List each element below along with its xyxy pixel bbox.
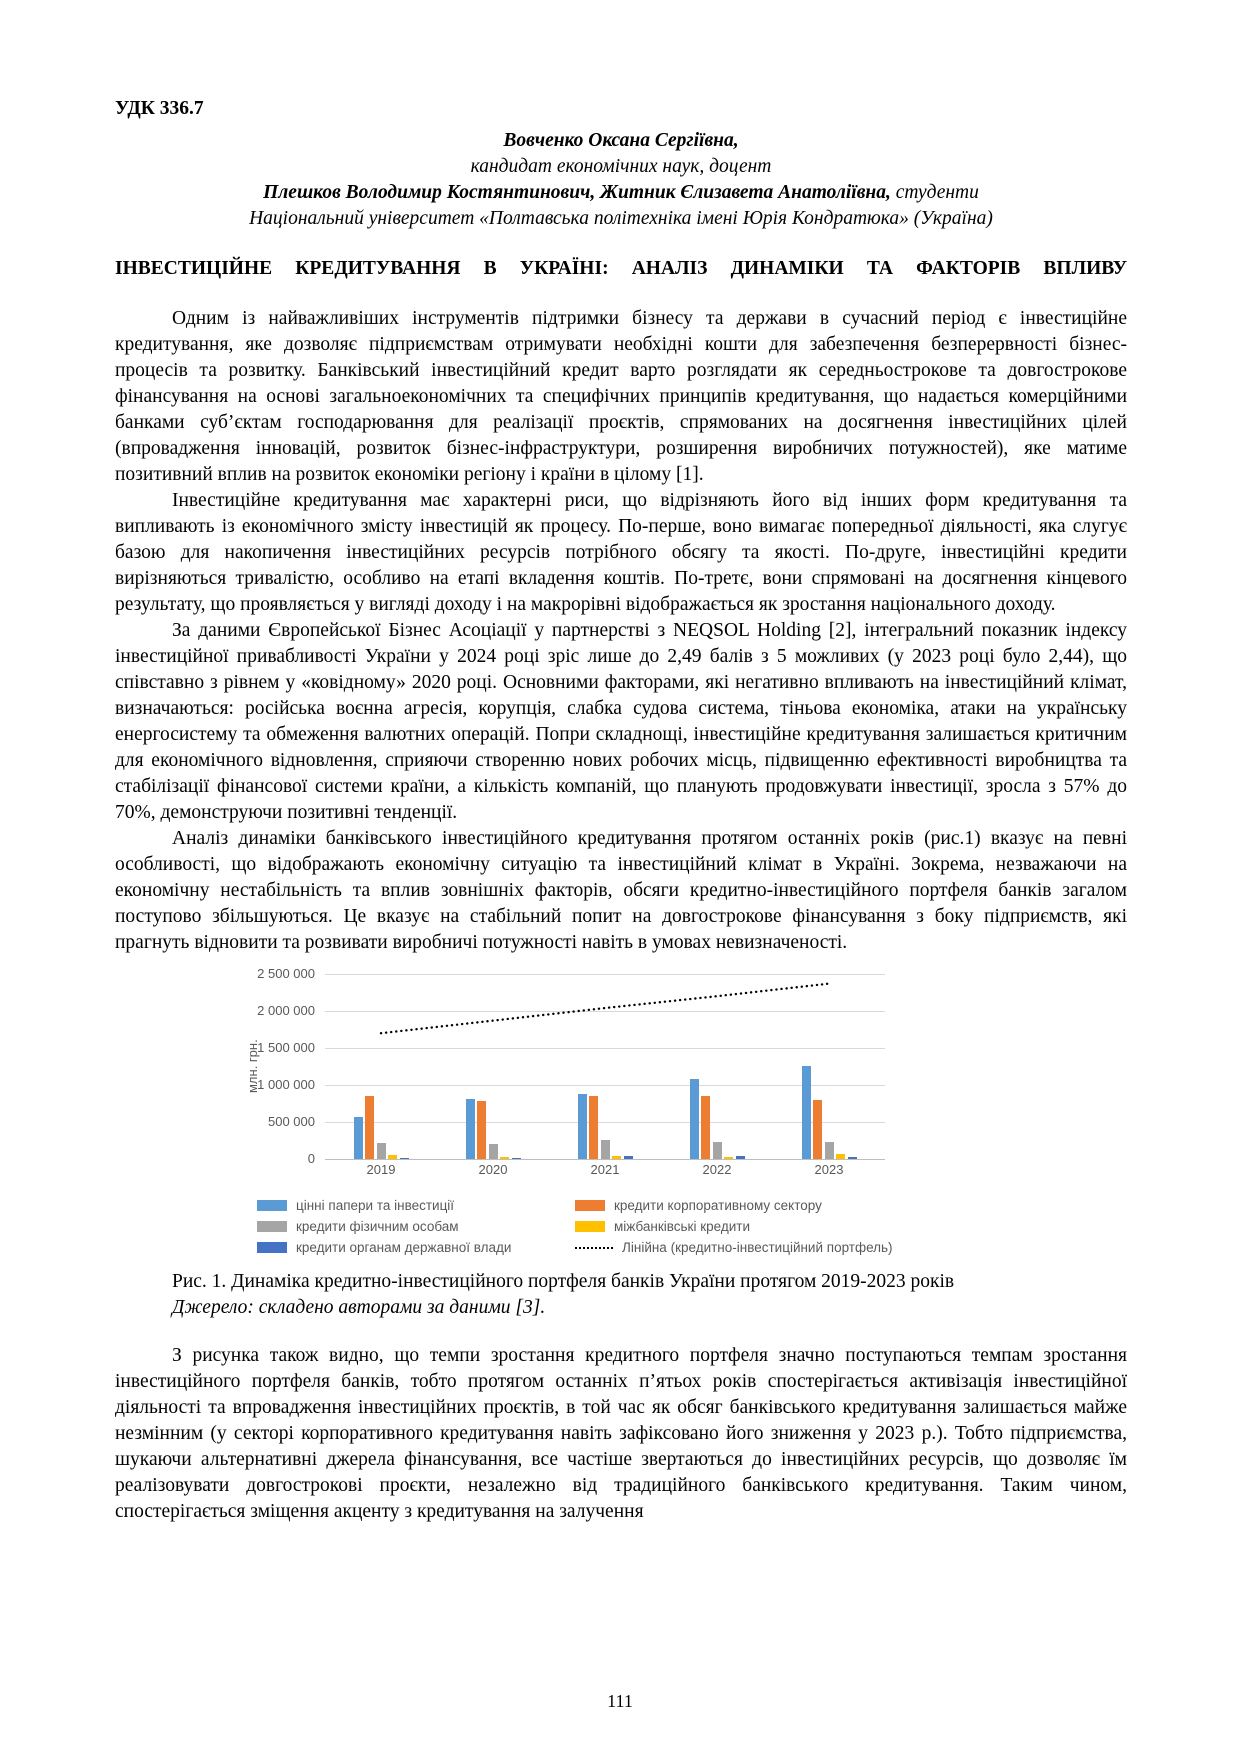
trend-line — [325, 974, 885, 1159]
legend-color-swatch — [257, 1242, 287, 1253]
legend-label: Лінійна (кредитно-інвестиційний портфель) — [622, 1240, 893, 1255]
x-tick-label: 2023 — [814, 1162, 844, 1177]
legend-item — [257, 1240, 575, 1255]
legend-color-swatch — [575, 1200, 605, 1211]
y-tick-label: 1 500 000 — [257, 1040, 315, 1055]
student-role: студенти — [890, 182, 979, 203]
figure-caption — [172, 1269, 1127, 1321]
y-tick-label: 0 — [307, 1151, 315, 1166]
y-tick-label: 1 000 000 — [257, 1077, 315, 1092]
paragraph-1: Одним із найважливіших інструментів підтримки бізнесу та держави в сучасний період є інвестиційне кредитування, яке дозволяє підприємствам отримувати необхідні кошти для забезпечення безперервності бізнес-процесів та розвитку. Банківський інвестиційний кредит варто розглядати як середньострокове та довгострокове фінансування на основі загальноекономічних та специфічних принципів кредитування, що надається комерційними банками суб’єктам господарювання для реалізації проєктів, спрямованих на досягнення інвестиційних цілей (впровадження інновацій, розвиток бізнес-інфраструктури, розширення виробничих потужностей), яке матиме позитивний вплив на розвиток економіки регіону і країни в цілому [1]. — [115, 308, 1127, 485]
legend-color-swatch — [257, 1221, 287, 1232]
chart-plot — [325, 974, 885, 1159]
paragraph-5: З рисунка також видно, що темпи зростання кредитного портфеля значно поступаються темпам зростання інвестиційного портфеля банків, тобто протягом останніх п’ятьох років спостерігається активізація інвестиційної діяльності та впровадження інвестиційних проєктів, в той час як обсяг банківського кредитування залишається майже незмінним (у секторі корпоративного кредитування навіть зафіксовано його зниження у 2023 р.). Тобто підприємства, шукаючи альтернативні джерела фінансування, все частіше звертаються до інвестиційних ресурсів, що дозволяє їм реалізовувати довгострокові проєкти, незалежно від традиційного банківського кредитування. Таким чином, спостерігається зміщення акценту з кредитування на залучення — [115, 1345, 1127, 1522]
author-degree: кандидат економічних наук, доцент — [470, 156, 772, 177]
y-tick-label: 500 000 — [268, 1114, 315, 1129]
paragraph-4: Аналіз динаміки банківського інвестиційного кредитування протягом останніх років (рис.1) вказує на певні особливості, що відображають економічну ситуацію та інвестиційний клімат в Україні. Зокрема, незважаючи на економічну нестабільність та вплив зовнішніх факторів, обсяги кредитно-інвестиційного портфеля банків загалом поступово збільшуються. Це вказує на стабільний попит на довгострокове фінансування з боку підприємств, які прагнуть відновити та розвивати виробничі потужності навіть в умовах невизначеності. — [115, 828, 1127, 953]
paragraph-3: За даними Європейської Бізнес Асоціації у партнерстві з NEQSOL Holding [2], інтегральний показник індексу інвестиційної привабливості України у 2024 році зріс лише до 2,49 балів з 5 можливих (у 2023 році було 2,44), що співставно з рівнем у «ковідному» 2020 році. Основними факторами, які негативно впливають на інвестиційний клімат, визначаються: російська воєнна агресія, корупція, слабка судова система, тіньова економіка, атаки на українську енергосистему та обмеження валютних операцій. Попри складнощі, інвестиційне кредитування залишається критичним для економічного відновлення, сприяючи створенню нових робочих місць, підвищенню ефективності виробництва та стабілізації фінансової системи країни, а кількість компаній, що планують продовжувати інвестиції, зросла з 57% до 70%, демонструючи позитивні тенденції. — [115, 620, 1127, 823]
authors-students-line — [115, 180, 1127, 206]
udc-code: УДК 336.7 — [115, 98, 204, 119]
legend-item — [575, 1219, 905, 1234]
affiliation: Національний університет «Полтавська політехніка імені Юрія Кондратюка» (Україна) — [249, 208, 993, 229]
x-tick-label: 2021 — [590, 1162, 620, 1177]
legend-item — [575, 1240, 905, 1255]
legend-item — [575, 1198, 905, 1213]
x-axis-ticks — [325, 1162, 885, 1180]
legend-label: кредити органам державної влади — [296, 1240, 512, 1255]
y-tick-label: 2 500 000 — [257, 966, 315, 981]
gridline — [325, 1159, 885, 1160]
y-axis-ticks — [257, 966, 321, 1166]
x-tick-label: 2020 — [478, 1162, 508, 1177]
legend-label: міжбанківські кредити — [614, 1219, 750, 1234]
bar-chart — [245, 966, 905, 1184]
legend-label: кредити фізичним особам — [296, 1219, 459, 1234]
paragraph-2: Інвестиційне кредитування має характерні риси, що відрізняють його від інших форм кредитування та випливають із економічного змісту інвестицій як процесу. По-перше, воно вимагає попередньої діяльності, яка слугує базою для накопичення інвестиційних ресурсів потрібного обсягу та якості. По-друге, інвестиційні кредити вирізняються тривалістю, особливо на етапі вкладення коштів. По-третє, вони спрямовані на досягнення кінцевого результату, що проявляється у вигляді доходу і на макрорівні відображається як зростання національного доходу. — [115, 490, 1127, 615]
figure-caption-text: Рис. 1. Динаміка кредитно-інвестиційного портфеля банків України протягом 2019-2023 років — [172, 1271, 955, 1292]
y-axis-title: млн. грн. — [245, 1039, 260, 1094]
chart-legend — [257, 1198, 905, 1255]
legend-item — [257, 1198, 575, 1213]
legend-item — [257, 1219, 575, 1234]
author-name: Вовченко Оксана Сергіївна, — [503, 130, 739, 151]
authors-block — [115, 128, 1127, 232]
legend-trend-swatch — [575, 1247, 613, 1249]
legend-color-swatch — [575, 1221, 605, 1232]
figure-1 — [245, 966, 905, 1255]
legend-label: цінні папери та інвестиції — [296, 1198, 455, 1213]
y-tick-label: 2 000 000 — [257, 1003, 315, 1018]
student-authors: Плешков Володимир Костянтинович, Житник Єлизавета Анатоліївна, — [263, 182, 891, 203]
paper-title: ІНВЕСТИЦІЙНЕ КРЕДИТУВАННЯ В УКРАЇНІ: АНАЛІЗ ДИНАМІКИ ТА ФАКТОРІВ ВПЛИВУ — [115, 258, 1127, 279]
page-number: 111 — [607, 1691, 633, 1711]
x-tick-label: 2019 — [366, 1162, 396, 1177]
legend-label: кредити корпоративному сектору — [614, 1198, 822, 1213]
x-tick-label: 2022 — [702, 1162, 732, 1177]
legend-color-swatch — [257, 1200, 287, 1211]
figure-source-text: Джерело: складено авторами за даними [3]. — [172, 1297, 546, 1318]
